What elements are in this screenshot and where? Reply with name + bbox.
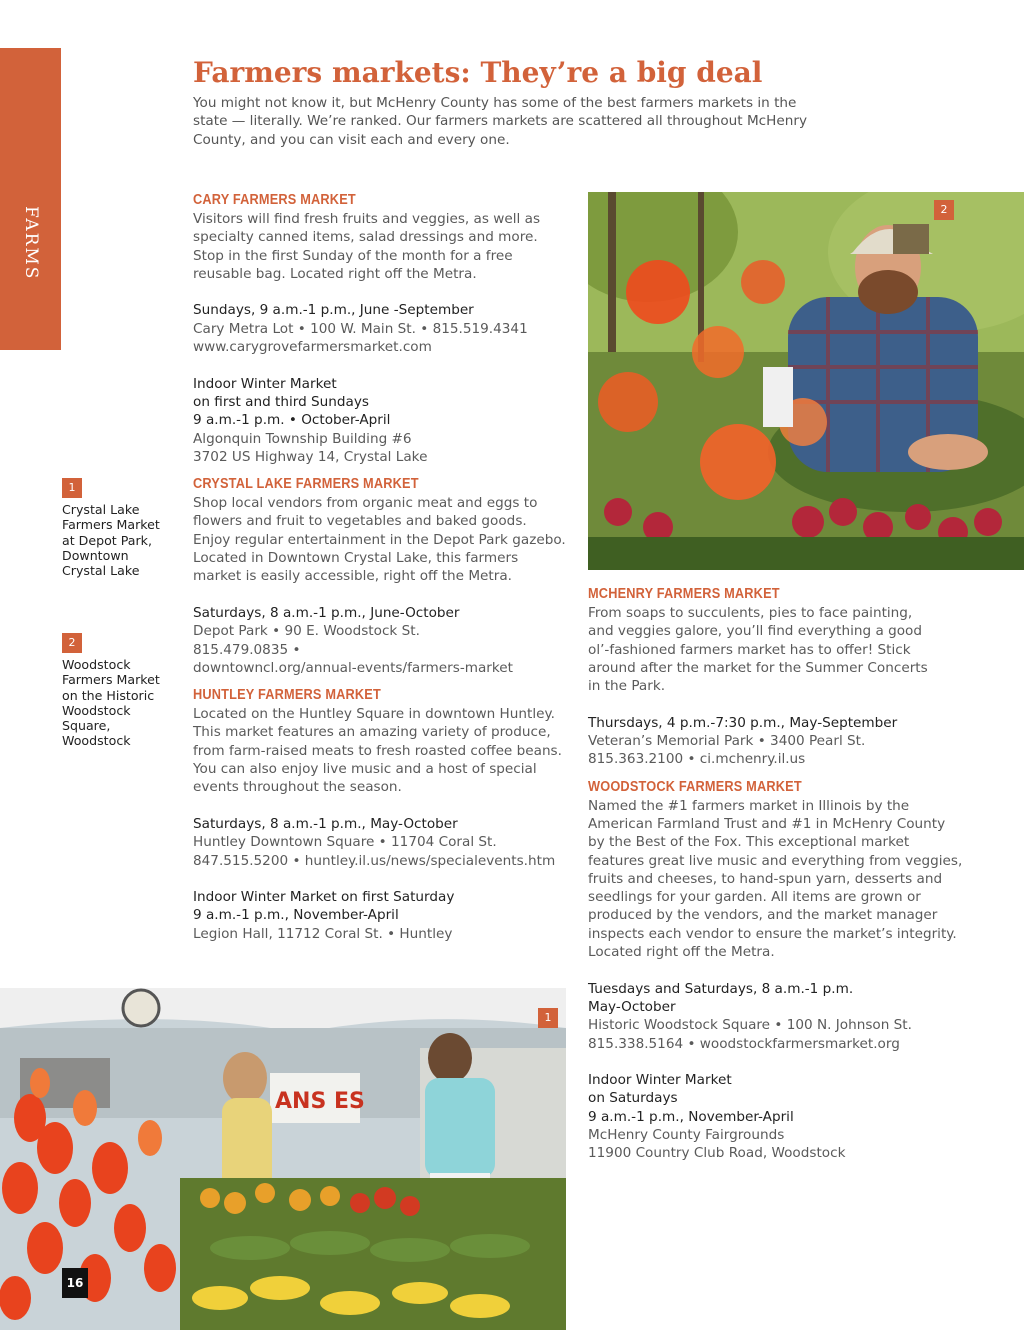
cary-website: www.carygrovefarmersmarket.com: [193, 339, 432, 356]
woodstock-detail: 815.338.5164 • woodstockfarmersmarket.org: [588, 1035, 900, 1052]
woodstock-detail: Historic Woodstock Square • 100 N. Johnson St.: [588, 1017, 912, 1034]
farmer-produce-illustration: [588, 192, 1024, 570]
cary-desc: specialty canned items, salad dressings and more.: [193, 229, 538, 246]
cary-winter-place: 3702 US Highway 14, Crystal Lake: [193, 448, 428, 465]
mchenry-desc: From soaps to succulents, pies to face painting,: [588, 605, 913, 621]
cary-winter-title: 9 a.m.-1 p.m. • October-April: [193, 412, 391, 429]
caption-line: Crystal Lake: [62, 563, 140, 579]
farmer-produce-photo: [588, 192, 1024, 570]
woodstock-desc: American Farmland Trust and #1 in McHenry County: [588, 815, 946, 832]
page-number: 16: [62, 1268, 88, 1298]
crystal-lake-section: [193, 474, 578, 677]
photo-number-badge: 1: [538, 1008, 558, 1028]
cary-winter-place: Algonquin Township Building #6: [193, 430, 412, 447]
huntley-desc: events throughout the season.: [193, 779, 402, 796]
woodstock-desc: seedlings for your garden. All items are grown or: [588, 889, 921, 906]
woodstock-desc: produced by the vendors, and the market manager: [588, 907, 938, 924]
caption-line: Farmers Market: [62, 672, 160, 688]
woodstock-hours: Tuesdays and Saturdays, 8 a.m.-1 p.m.: [588, 980, 854, 997]
crystal-lake-desc: Located in Downtown Crystal Lake, this farmers: [193, 550, 519, 567]
caption-line: on the Historic: [62, 687, 155, 703]
left-column: [193, 190, 578, 943]
photo-caption-2: [62, 633, 172, 749]
woodstock-desc: fruits and cheeses, to hand-spun yarn, desserts and: [588, 870, 943, 887]
woodstock-title: WOODSTOCK FARMERS MARKET: [588, 778, 802, 795]
intro-paragraph: You might not know it, but McHenry County has some of the best farmers markets in the state — literally. We’re ranked. Our farmers markets are scattered all throughout McHenry County, and you can visit each and every one.: [193, 95, 807, 148]
mchenry-desc: and veggies galore, you’ll find everything a good: [588, 623, 922, 640]
photo-number-badge: 2: [934, 200, 954, 220]
stand-sign-text: ANS ES: [275, 1089, 365, 1114]
cary-desc: Visitors will find fresh fruits and veggies, as well as: [193, 211, 541, 227]
huntley-section: [193, 685, 578, 943]
crystal-lake-title: CRYSTAL LAKE FARMERS MARKET: [193, 476, 419, 493]
woodstock-winter-title: on Saturdays: [588, 1090, 678, 1107]
caption-line: Woodstock: [62, 733, 131, 749]
caption-line: Square,: [62, 718, 111, 734]
mchenry-desc: around after the market for the Summer Concerts: [588, 659, 928, 676]
huntley-detail: 847.515.5200 • huntley.il.us/news/specialevents.htm: [193, 852, 556, 869]
crystal-lake-desc: Enjoy regular entertainment in the Depot Park gazebo.: [193, 531, 566, 548]
section-tab: [0, 48, 61, 350]
huntley-desc: You can also enjoy live music and a host of special: [193, 761, 537, 778]
caption-line: Downtown: [62, 547, 129, 563]
cary-winter-title: on first and third Sundays: [193, 393, 370, 410]
cary-section: [193, 190, 578, 466]
page-title: Farmers markets: They’re a big deal: [193, 56, 763, 89]
huntley-desc: from farm-raised meats to fresh roasted coffee beans.: [193, 742, 562, 759]
woodstock-desc: by the Best of the Fox. This exceptional market: [588, 834, 910, 851]
mchenry-detail: 815.363.2100 • ci.mchenry.il.us: [588, 751, 806, 768]
caption-line: Woodstock: [62, 657, 131, 672]
caption-number-badge: 1: [62, 478, 82, 498]
woodstock-desc: inspects each vendor to ensure the market’s integrity.: [588, 925, 957, 942]
mchenry-desc: in the Park.: [588, 678, 666, 695]
mchenry-title: MCHENRY FARMERS MARKET: [588, 586, 780, 602]
crystal-lake-detail: 815.479.0835 •: [193, 641, 301, 658]
crystal-lake-detail: downtowncl.org/annual-events/farmers-market: [193, 659, 513, 676]
mchenry-hours: Thursdays, 4 p.m.-7:30 p.m., May-September: [588, 714, 898, 731]
woodstock-section: [588, 777, 1008, 1163]
section-tab-label: FARMS: [21, 206, 41, 281]
woodstock-hours: May-October: [588, 998, 676, 1015]
huntley-title: HUNTLEY FARMERS MARKET: [193, 687, 381, 704]
crystal-lake-desc: Shop local vendors from organic meat and eggs to: [193, 495, 538, 512]
crystal-lake-desc: flowers and fruit to vegetables and baked goods.: [193, 513, 527, 530]
cary-title: CARY FARMERS MARKET: [193, 192, 356, 208]
crystal-lake-hours: Saturdays, 8 a.m.-1 p.m., June-October: [193, 604, 460, 621]
huntley-desc: This market features an amazing variety of produce,: [193, 724, 551, 741]
caption-number-badge: 2: [62, 633, 82, 653]
caption-line: Crystal Lake: [62, 502, 140, 517]
crystal-lake-detail: Depot Park • 90 E. Woodstock St.: [193, 623, 420, 640]
woodstock-desc: Named the #1 farmers market in Illinois by the: [588, 797, 910, 814]
caption-line: at Depot Park,: [62, 532, 152, 548]
woodstock-winter-title: Indoor Winter Market: [588, 1072, 732, 1089]
cary-hours: Sundays, 9 a.m.-1 p.m., June -September: [193, 302, 474, 319]
cary-desc: reusable bag. Located right off the Metra.: [193, 265, 477, 282]
huntley-desc: Located on the Huntley Square in downtown Huntley.: [193, 706, 555, 723]
cary-address: Cary Metra Lot • 100 W. Main St. • 815.519.4341: [193, 320, 528, 337]
photo-caption-1: [62, 478, 172, 578]
right-column: [588, 584, 1008, 1163]
woodstock-desc: features great live music and everything from veggies,: [588, 852, 963, 869]
huntley-winter-title: Indoor Winter Market on first Saturday: [193, 889, 455, 906]
mchenry-detail: Veteran’s Memorial Park • 3400 Pearl St.: [588, 733, 866, 750]
huntley-winter-place: Legion Hall, 11712 Coral St. • Huntley: [193, 925, 453, 942]
caption-line: Farmers Market: [62, 517, 160, 533]
crystal-lake-desc: market is easily accessible, right off the Metra.: [193, 568, 512, 585]
huntley-hours: Saturdays, 8 a.m.-1 p.m., May-October: [193, 815, 458, 832]
woodstock-desc: Located right off the Metra.: [588, 944, 775, 961]
mchenry-desc: ol’-fashioned farmers market has to offer! Stick: [588, 641, 911, 658]
woodstock-winter-place: McHenry County Fairgrounds: [588, 1127, 785, 1144]
woodstock-winter-title: 9 a.m.-1 p.m., November-April: [588, 1108, 794, 1125]
mchenry-section: [588, 584, 1008, 769]
cary-winter-title: Indoor Winter Market: [193, 375, 337, 392]
caption-line: Woodstock: [62, 702, 131, 718]
huntley-winter-title: 9 a.m.-1 p.m., November-April: [193, 907, 399, 924]
cary-desc: Stop in the first Sunday of the month for a free: [193, 247, 513, 264]
huntley-detail: Huntley Downtown Square • 11704 Coral St.: [193, 834, 497, 851]
woodstock-winter-place: 11900 Country Club Road, Woodstock: [588, 1145, 846, 1162]
